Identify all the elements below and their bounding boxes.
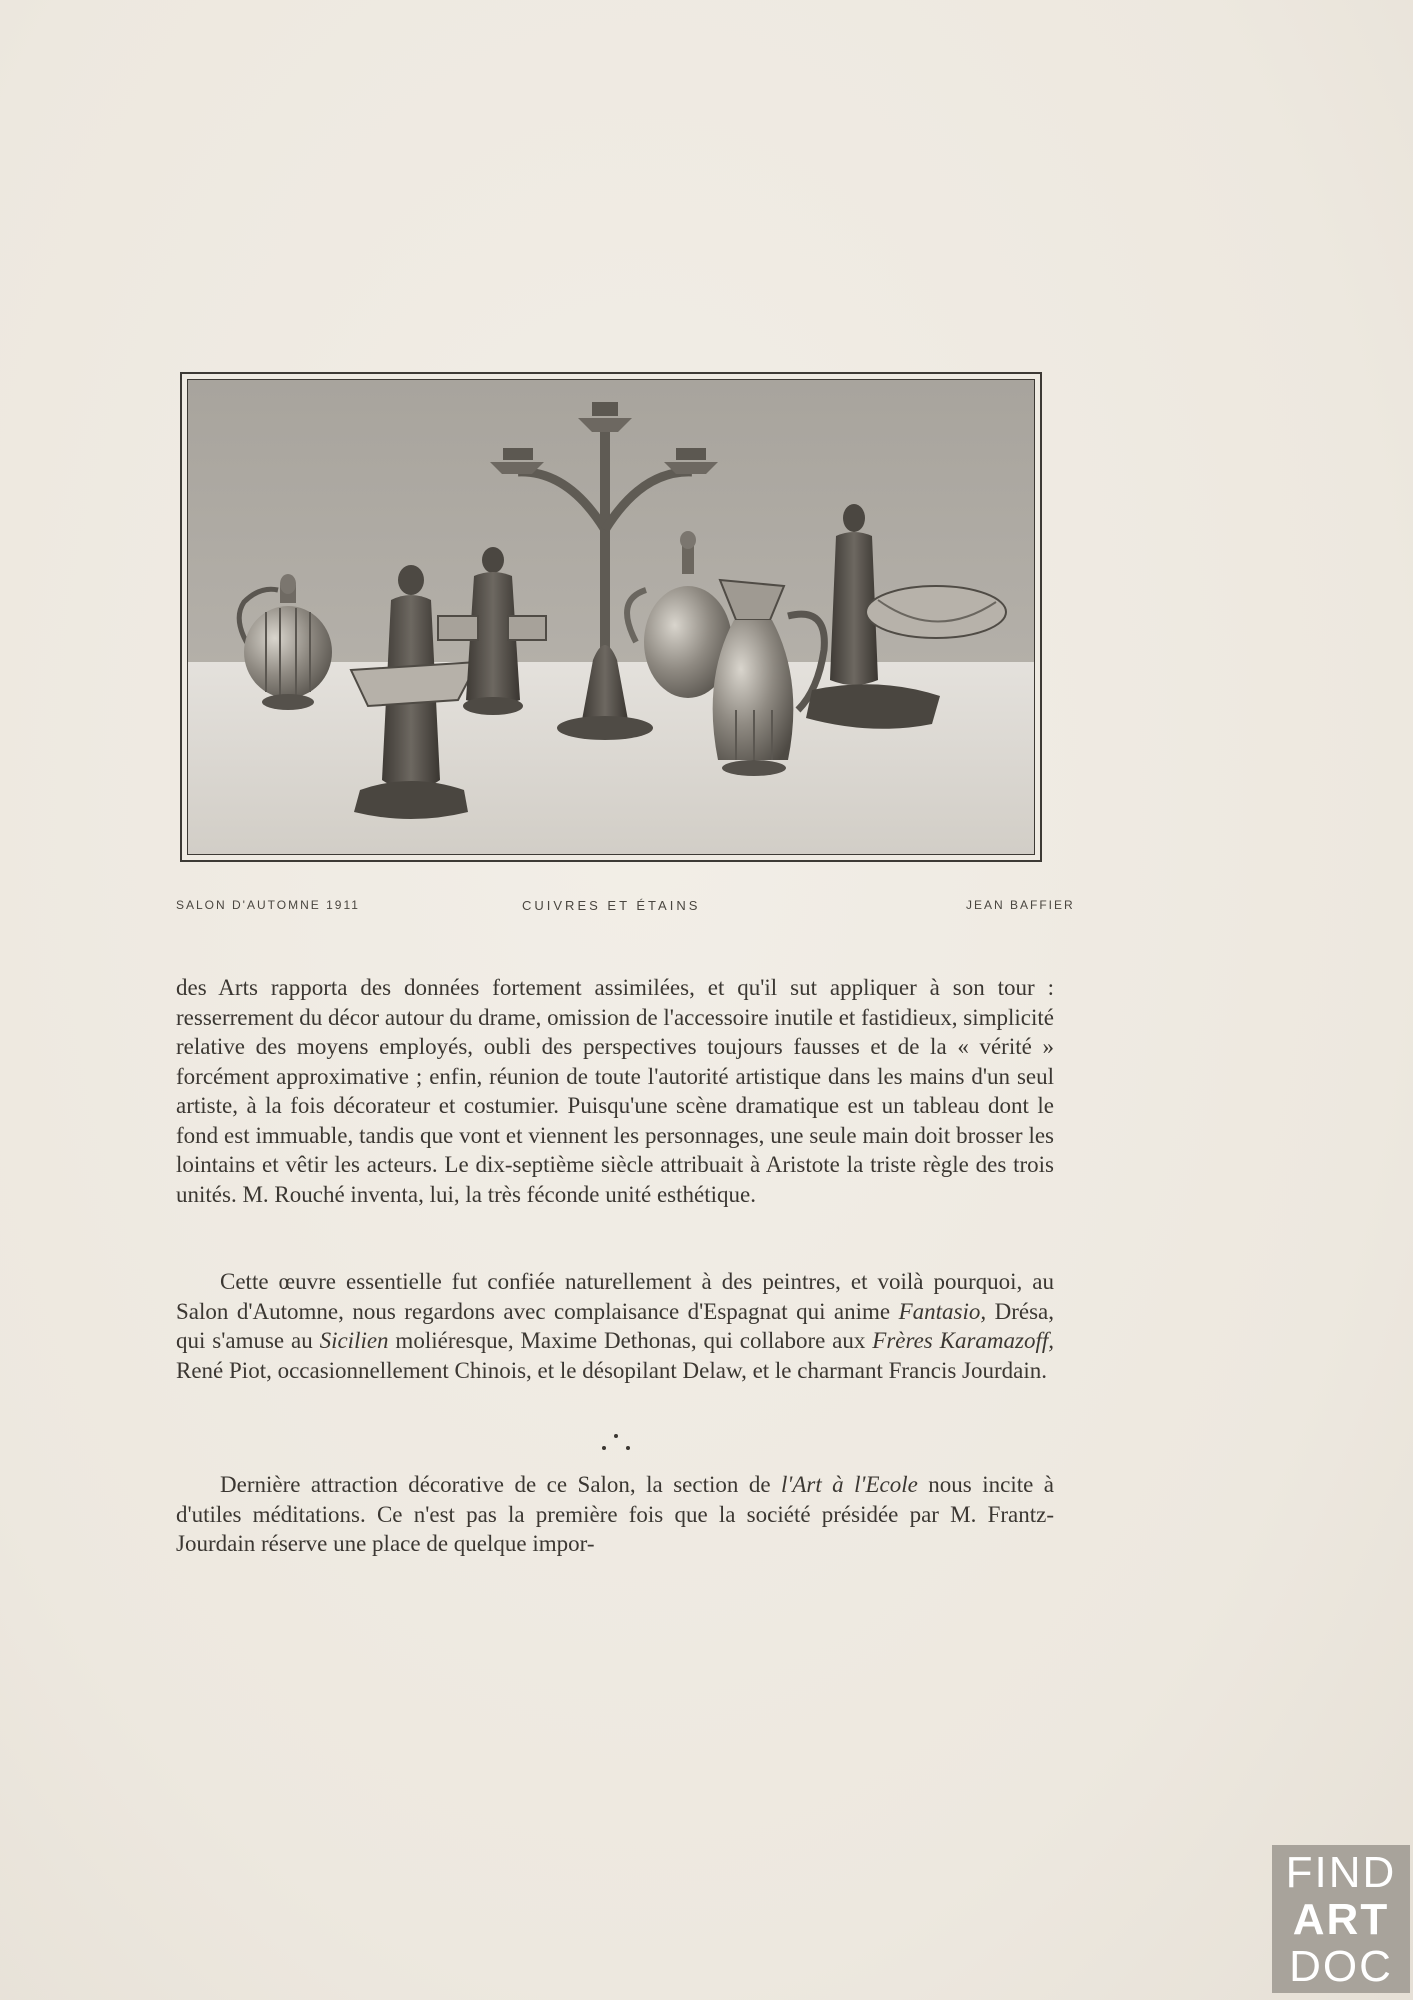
paragraph-3-text-b: nous incite à d'utiles méditations. Ce n'est pas la première fois que la société présidée par M. Frantz-Jourdain réserve une place de quelque impor- bbox=[176, 1472, 1054, 1556]
logo-line-1: FIND bbox=[1285, 1848, 1397, 1897]
photo-plate-frame bbox=[180, 372, 1042, 862]
paragraph-2-text-d: René Piot, occasionnellement Chinois, et le désopilant Delaw, et le charmant Francis Jourdain. bbox=[176, 1357, 1048, 1383]
asterism-dot bbox=[626, 1446, 630, 1450]
asterism-dot bbox=[602, 1446, 606, 1450]
paragraph-2-text-a: Cette œuvre essentielle fut confiée naturellement à des peintres, et voilà pourquoi, au Salon d'Automne, nous regardons avec complaisance d'Espagnat qui anime bbox=[176, 1269, 1054, 1324]
logo-line-3: DOC bbox=[1289, 1942, 1393, 1991]
title-freres-karamazoff: Frères Karamazoff, bbox=[872, 1328, 1054, 1353]
caption-exhibition: SALON D'AUTOMNE 1911 bbox=[176, 898, 360, 912]
section-break-asterism bbox=[596, 1432, 636, 1456]
photo-plate bbox=[187, 379, 1035, 855]
pewter-objects-photo bbox=[188, 380, 1034, 854]
paragraph-2 bbox=[176, 1267, 1054, 1385]
paragraph-2-text-b: Drésa, qui s'amuse au bbox=[176, 1298, 1054, 1353]
paragraph-3-text-a: Dernière attraction décorative de ce Salon, la section de bbox=[220, 1472, 782, 1497]
paragraph-3 bbox=[176, 1470, 1054, 1559]
paragraph-2-text-c: moliéresque, Maxime Dethonas, qui collabore aux bbox=[388, 1328, 873, 1353]
logo-line-2: ART bbox=[1292, 1895, 1390, 1944]
caption-artist: JEAN BAFFIER bbox=[966, 898, 1075, 912]
findartdoc-logo bbox=[1272, 1845, 1410, 1993]
title-fantasio: Fantasio, bbox=[898, 1298, 987, 1324]
asterism-dot bbox=[614, 1434, 618, 1438]
caption-title: CUIVRES ET ÉTAINS bbox=[522, 898, 701, 913]
paragraph-1: des Arts rapporta des données fortement assimilées, et qu'il sut appliquer à son tour : resserrement du décor autour du drame, omission de l'accessoire inutile et fastidieux, simplicité relative des moyens employés, oubli des perspectives toujours fausses et de la « vérité » forcément approximative ; enfin, réunion de toute l'autorité artistique dans les mains d'un seul artiste, à la fois décorateur et costumier. Puisqu'une scène dramatique est un tableau dont le fond est immuable, tandis que vont et viennent les personnages, une seule main doit brosser les lointains et vêtir les acteurs. Le dix-septième siècle attribuait à Aristote la triste règle des trois unités. M. Rouché inventa, lui, la très féconde unité esthétique. bbox=[176, 975, 1054, 1207]
title-art-a-lecole: l'Art à l'Ecole bbox=[781, 1472, 918, 1497]
title-sicilien: Sicilien bbox=[319, 1328, 389, 1353]
